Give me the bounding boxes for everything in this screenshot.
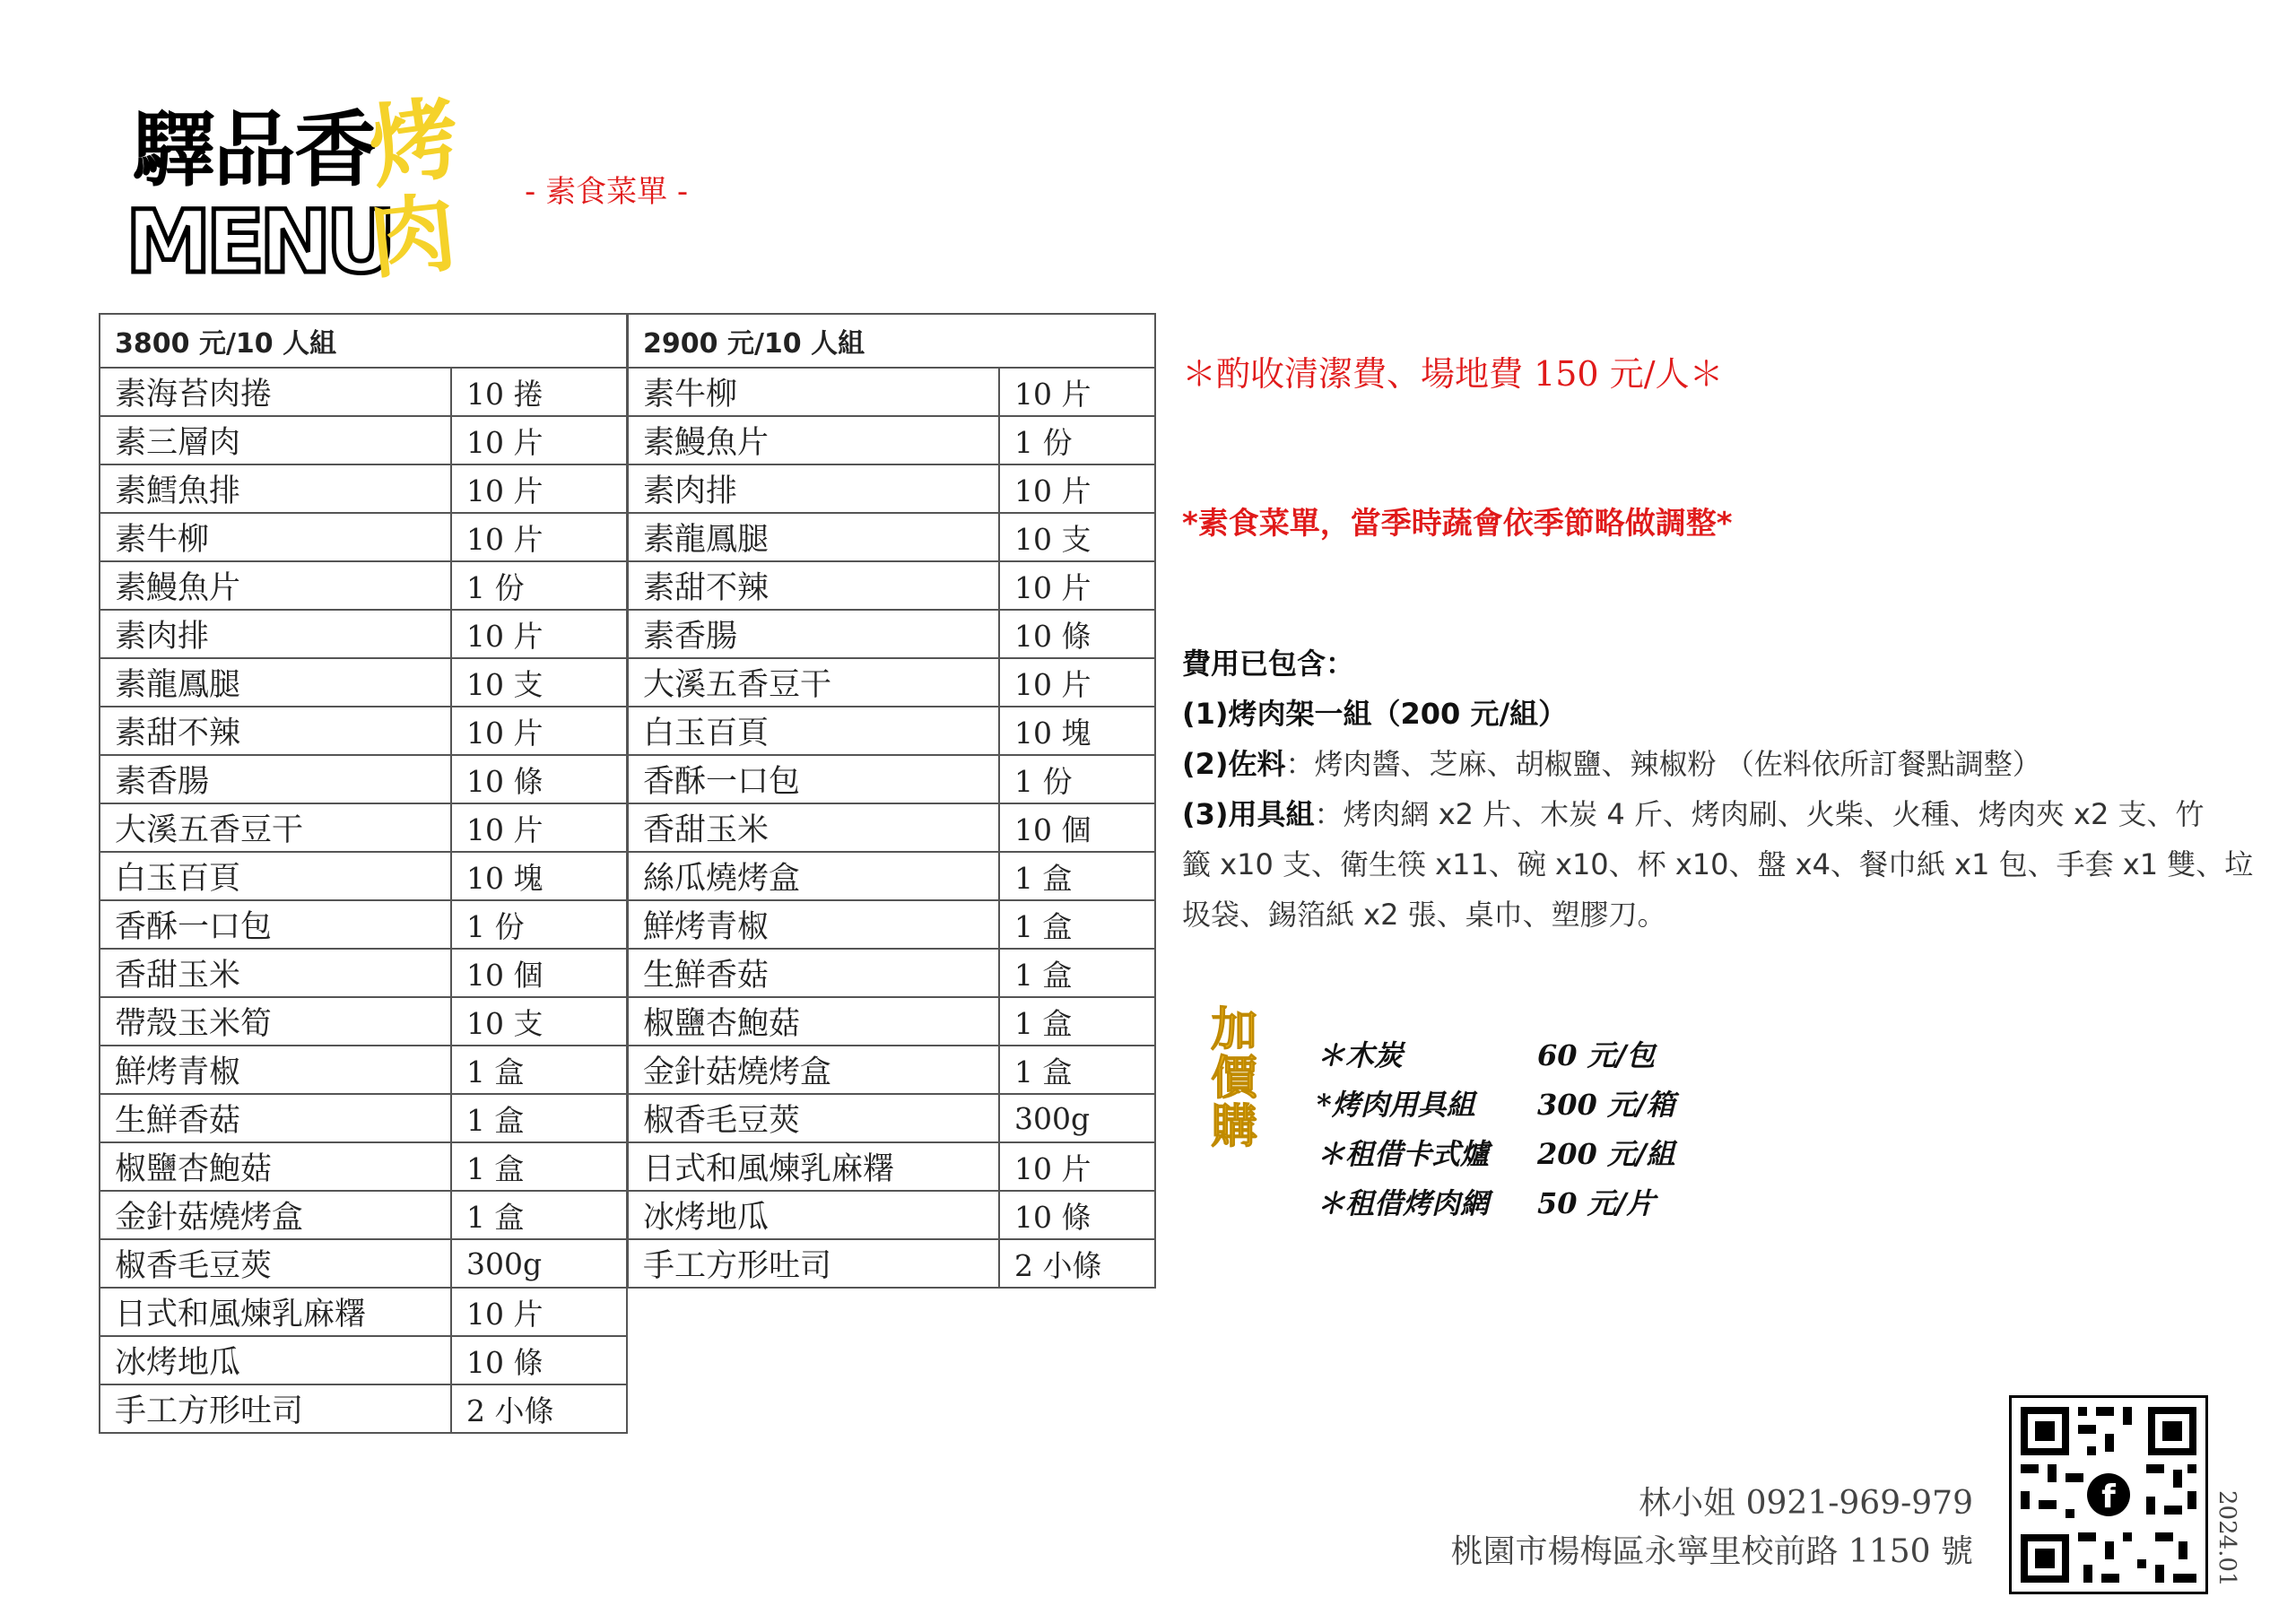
table-row — [628, 368, 1155, 416]
table-body — [628, 368, 1155, 1288]
item-name: 日式和風煉乳麻糬 — [628, 1142, 999, 1191]
item-quantity: 10 條 — [451, 755, 627, 803]
logo-text-kao: 烤 — [362, 84, 466, 202]
item-quantity: 1 盒 — [451, 1191, 627, 1239]
item-quantity: 10 個 — [451, 949, 627, 997]
item-quantity: 10 片 — [999, 1142, 1155, 1191]
item-quantity: 10 支 — [451, 997, 627, 1046]
table-row — [100, 1094, 627, 1142]
addon-row — [1317, 1132, 1675, 1181]
item-name: 手工方形吐司 — [628, 1239, 999, 1288]
item-quantity: 1 份 — [451, 900, 627, 949]
addon-title: 加價購 — [1210, 1003, 1257, 1154]
item-name: 金針菇燒烤盒 — [100, 1191, 451, 1239]
item-name: 手工方形吐司 — [100, 1384, 451, 1433]
qr-code-graphic — [2012, 1398, 2205, 1592]
item-quantity: 2 小條 — [999, 1239, 1155, 1288]
item-name: 素牛柳 — [628, 368, 999, 416]
menu-table-2900 — [627, 313, 1156, 1289]
item-name: 香甜玉米 — [628, 803, 999, 852]
fees-included — [1182, 638, 2254, 940]
table-row — [100, 368, 627, 416]
table-row — [100, 658, 627, 707]
addon-price: 300 元/箱 — [1537, 1088, 1675, 1122]
table-header: 3800 元/10 人組 — [100, 314, 627, 368]
item-quantity: 1 盒 — [451, 1142, 627, 1191]
item-name: 大溪五香豆干 — [100, 803, 451, 852]
addon-item: *烤肉用具組 — [1317, 1088, 1475, 1122]
addon-item: ＊租借烤肉網 — [1317, 1186, 1490, 1220]
item-quantity: 10 片 — [451, 416, 627, 464]
table-row — [100, 755, 627, 803]
item-name: 素香腸 — [628, 610, 999, 658]
svg-text:f: f — [2101, 1479, 2116, 1515]
table-row — [628, 900, 1155, 949]
item-quantity: 10 片 — [999, 658, 1155, 707]
item-quantity: 10 片 — [451, 464, 627, 513]
table-row — [628, 852, 1155, 900]
seasonal-note: *素食菜單，當季時蔬會依季節略做調整* — [1182, 506, 1733, 542]
logo-text-name: 驛品香 — [133, 102, 376, 198]
item-quantity: 10 個 — [999, 803, 1155, 852]
table-row — [100, 1239, 627, 1288]
item-name: 生鮮香菇 — [628, 949, 999, 997]
item-name: 素鰻魚片 — [628, 416, 999, 464]
contact-info — [1450, 1480, 1973, 1576]
menu-table-3800 — [99, 313, 628, 1434]
item-name: 素鱈魚排 — [100, 464, 451, 513]
table-row — [628, 803, 1155, 852]
fees-item-3-text-3: 圾袋、錫箔紙 x2 張、桌巾、塑膠刀。 — [1182, 898, 1666, 932]
addon-row — [1317, 1082, 1675, 1132]
item-name: 素龍鳳腿 — [100, 658, 451, 707]
item-quantity: 1 盒 — [999, 997, 1155, 1046]
fees-item-3-label: (3)用具組 — [1182, 797, 1315, 831]
item-quantity: 10 支 — [999, 513, 1155, 561]
item-quantity: 10 片 — [451, 610, 627, 658]
item-quantity: 2 小條 — [451, 1384, 627, 1433]
table-row — [100, 561, 627, 610]
table-row — [100, 464, 627, 513]
item-quantity: 10 支 — [451, 658, 627, 707]
table-row — [628, 610, 1155, 658]
fees-heading: 費用已包含： — [1182, 647, 1355, 681]
addon-price: 50 元/片 — [1537, 1186, 1656, 1220]
table-row — [100, 1384, 627, 1433]
logo-text-menu: MENU — [126, 192, 391, 292]
item-quantity: 10 片 — [451, 1288, 627, 1336]
table-row — [100, 949, 627, 997]
table-row — [100, 416, 627, 464]
item-name: 冰烤地瓜 — [628, 1191, 999, 1239]
item-quantity: 300g — [451, 1239, 627, 1288]
table-row — [100, 1336, 627, 1384]
table-row — [628, 949, 1155, 997]
contact-address: 桃園市楊梅區永寧里校前路 1150 號 — [1450, 1533, 1973, 1570]
item-name: 鮮烤青椒 — [628, 900, 999, 949]
item-name: 素海苔肉捲 — [100, 368, 451, 416]
table-row — [100, 803, 627, 852]
table-row — [100, 900, 627, 949]
fees-item-3-text-1: ：烤肉網 x2 片、木炭 4 斤、烤肉刷、火柴、火種、烤肉夾 x2 支、竹 — [1314, 797, 2205, 831]
table-row — [100, 1191, 627, 1239]
table-row — [628, 755, 1155, 803]
fees-item-2-label: (2)佐料 — [1182, 747, 1286, 781]
table-body — [100, 368, 627, 1433]
menu-date: 2024.01 — [2213, 1490, 2240, 1587]
addon-row — [1317, 1181, 1675, 1230]
item-name: 香酥一口包 — [628, 755, 999, 803]
addon-item: ＊租借卡式爐 — [1317, 1137, 1490, 1171]
item-name: 日式和風煉乳麻糬 — [100, 1288, 451, 1336]
item-name: 素牛柳 — [100, 513, 451, 561]
item-name: 素甜不辣 — [100, 707, 451, 755]
table-row — [628, 997, 1155, 1046]
item-quantity: 1 盒 — [999, 1046, 1155, 1094]
addon-list — [1317, 1033, 1675, 1230]
item-quantity: 10 塊 — [451, 852, 627, 900]
table-row — [100, 1046, 627, 1094]
table-row — [628, 707, 1155, 755]
item-quantity: 10 片 — [999, 368, 1155, 416]
table-row — [100, 997, 627, 1046]
item-name: 生鮮香菇 — [100, 1094, 451, 1142]
addon-price: 200 元/組 — [1537, 1137, 1675, 1171]
item-quantity: 300g — [999, 1094, 1155, 1142]
item-quantity: 1 盒 — [451, 1046, 627, 1094]
table-row — [100, 1142, 627, 1191]
item-name: 椒鹽杏鮑菇 — [100, 1142, 451, 1191]
item-quantity: 1 份 — [451, 561, 627, 610]
table-row — [100, 513, 627, 561]
table-row — [628, 1046, 1155, 1094]
addon-item: ＊木炭 — [1317, 1038, 1404, 1072]
item-quantity: 10 條 — [999, 610, 1155, 658]
item-name: 椒香毛豆莢 — [628, 1094, 999, 1142]
item-quantity: 1 份 — [999, 416, 1155, 464]
cleaning-fee-note: ＊酌收清潔費、場地費 150 元/人＊ — [1182, 354, 1724, 394]
item-quantity: 10 片 — [451, 803, 627, 852]
table-row — [628, 416, 1155, 464]
addon-price: 60 元/包 — [1537, 1038, 1656, 1072]
logo — [126, 84, 484, 292]
item-quantity: 10 塊 — [999, 707, 1155, 755]
fees-item-2-text: ：烤肉醬、芝麻、胡椒鹽、辣椒粉 （佐料依所訂餐點調整） — [1285, 747, 2041, 781]
table-row — [100, 610, 627, 658]
item-name: 白玉百頁 — [628, 707, 999, 755]
item-name: 絲瓜燒烤盒 — [628, 852, 999, 900]
item-name: 香甜玉米 — [100, 949, 451, 997]
item-name: 椒鹽杏鮑菇 — [628, 997, 999, 1046]
table-row — [100, 1288, 627, 1336]
logo-text-rou: 肉 — [364, 182, 461, 291]
qr-code-icon[interactable] — [2009, 1395, 2208, 1594]
item-quantity: 1 份 — [999, 755, 1155, 803]
item-name: 大溪五香豆干 — [628, 658, 999, 707]
fees-item-1: (1)烤肉架一組（200 元/組） — [1182, 697, 1568, 731]
item-quantity: 1 盒 — [999, 900, 1155, 949]
table-row — [628, 1191, 1155, 1239]
table-row — [628, 561, 1155, 610]
table-row — [628, 658, 1155, 707]
item-name: 鮮烤青椒 — [100, 1046, 451, 1094]
table-row — [100, 852, 627, 900]
table-row — [628, 464, 1155, 513]
item-name: 白玉百頁 — [100, 852, 451, 900]
item-quantity: 10 條 — [999, 1191, 1155, 1239]
addon-row — [1317, 1033, 1675, 1082]
item-quantity: 10 捲 — [451, 368, 627, 416]
item-quantity: 10 片 — [999, 561, 1155, 610]
item-name: 椒香毛豆莢 — [100, 1239, 451, 1288]
menu-subtitle: - 素食菜單 - — [525, 174, 689, 210]
item-name: 帶殼玉米筍 — [100, 997, 451, 1046]
item-name: 素肉排 — [628, 464, 999, 513]
item-name: 素鰻魚片 — [100, 561, 451, 610]
table-row — [628, 513, 1155, 561]
item-quantity: 1 盒 — [999, 949, 1155, 997]
table-header: 2900 元/10 人組 — [628, 314, 1155, 368]
item-quantity: 10 片 — [451, 707, 627, 755]
item-quantity: 1 盒 — [999, 852, 1155, 900]
item-name: 素肉排 — [100, 610, 451, 658]
contact-name-phone: 林小姐 0921-969-979 — [1639, 1485, 1973, 1522]
table-row — [628, 1142, 1155, 1191]
item-name: 金針菇燒烤盒 — [628, 1046, 999, 1094]
item-name: 素三層肉 — [100, 416, 451, 464]
item-quantity: 10 條 — [451, 1336, 627, 1384]
item-quantity: 1 盒 — [451, 1094, 627, 1142]
table-row — [628, 1094, 1155, 1142]
item-quantity: 10 片 — [451, 513, 627, 561]
item-name: 素龍鳳腿 — [628, 513, 999, 561]
fees-item-3-text-2: 籤 x10 支、衛生筷 x11、碗 x10、杯 x10、盤 x4、餐巾紙 x1 包、手套 x1 雙、垃 — [1182, 847, 2254, 881]
table-row — [628, 1239, 1155, 1288]
item-quantity: 10 片 — [999, 464, 1155, 513]
table-row — [100, 707, 627, 755]
item-name: 素香腸 — [100, 755, 451, 803]
item-name: 冰烤地瓜 — [100, 1336, 451, 1384]
item-name: 素甜不辣 — [628, 561, 999, 610]
item-name: 香酥一口包 — [100, 900, 451, 949]
